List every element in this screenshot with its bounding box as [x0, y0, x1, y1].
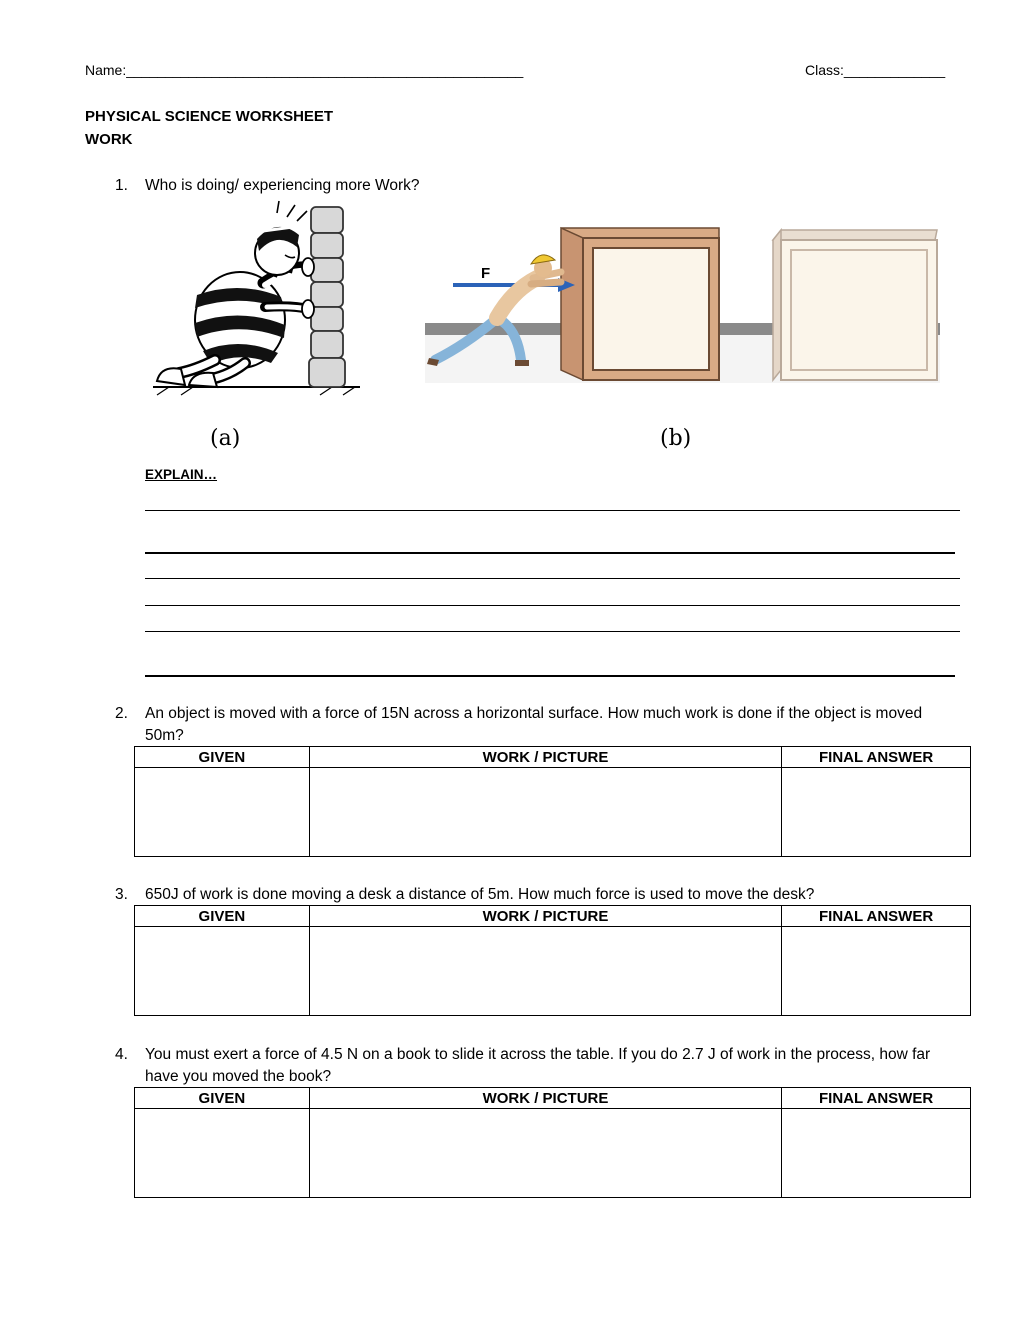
work-cell[interactable]: [309, 768, 781, 857]
work-cell[interactable]: [309, 1109, 781, 1198]
worksheet-subtitle: WORK: [85, 131, 133, 148]
force-label: F: [481, 265, 491, 282]
given-cell[interactable]: [135, 768, 310, 857]
question-text: 650J of work is done moving a desk a distance of 5m. How much force is used to move the desk?: [145, 886, 815, 903]
question-1: [115, 175, 945, 197]
answer-line[interactable]: [145, 631, 960, 632]
question-number: 1.: [115, 177, 128, 194]
question-text: You must exert a force of 4.5 N on a book to slide it across the table. If you do 2.7 J of work in the process, how far have you moved the book?: [145, 1046, 931, 1085]
crate: [561, 228, 719, 380]
explain-label: EXPLAIN…: [145, 467, 218, 482]
figure-a-prisoner-pushing-wall: [145, 195, 375, 420]
question-number: 2.: [115, 705, 128, 722]
given-header: GIVEN: [135, 747, 310, 768]
class-field[interactable]: [805, 62, 945, 78]
question-number: 4.: [115, 1046, 128, 1063]
final-answer-header: FINAL ANSWER: [782, 1088, 971, 1109]
answer-line[interactable]: [145, 605, 960, 606]
work-header: WORK / PICTURE: [309, 747, 781, 768]
class-label: Class:: [805, 62, 844, 78]
final-answer-cell[interactable]: [782, 1109, 971, 1198]
final-answer-cell[interactable]: [782, 768, 971, 857]
class-blank: _____________: [843, 62, 946, 78]
question-text: Who is doing/ experiencing more Work?: [145, 177, 420, 194]
figure-b-person-pushing-crate: [425, 210, 945, 385]
answer-line[interactable]: [145, 675, 955, 677]
answer-line[interactable]: [145, 552, 955, 554]
answer-line[interactable]: [145, 510, 960, 511]
given-cell[interactable]: [135, 1109, 310, 1198]
figure-a-caption: (a): [210, 426, 241, 451]
given-header: GIVEN: [135, 906, 310, 927]
figure-b-caption: (b): [660, 426, 692, 451]
question-text: An object is moved with a force of 15N across a horizontal surface. How much work is done if the object is moved 50m?: [145, 705, 923, 744]
given-header: GIVEN: [135, 1088, 310, 1109]
question-2: [115, 703, 945, 747]
answer-table-q4: [134, 1087, 971, 1198]
work-cell[interactable]: [309, 927, 781, 1016]
question-3: [115, 884, 945, 906]
worksheet-title: PHYSICAL SCIENCE WORKSHEET: [85, 108, 334, 125]
work-header: WORK / PICTURE: [309, 906, 781, 927]
crate-final-position: [773, 230, 937, 380]
question-number: 3.: [115, 886, 128, 903]
name-blank: ___________________________________________________: [126, 62, 524, 78]
work-header: WORK / PICTURE: [309, 1088, 781, 1109]
final-answer-cell[interactable]: [782, 927, 971, 1016]
answer-table-q3: [134, 905, 971, 1016]
answer-table-q2: [134, 746, 971, 857]
final-answer-header: FINAL ANSWER: [782, 747, 971, 768]
question-4: [115, 1044, 945, 1088]
name-field[interactable]: [85, 62, 523, 78]
name-label: Name:: [85, 62, 127, 78]
answer-line[interactable]: [145, 578, 960, 579]
given-cell[interactable]: [135, 927, 310, 1016]
final-answer-header: FINAL ANSWER: [782, 906, 971, 927]
